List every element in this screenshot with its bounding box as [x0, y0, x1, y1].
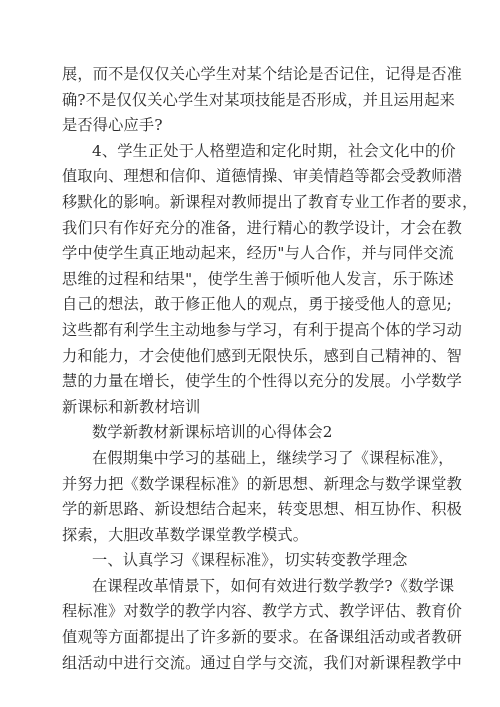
paragraph-start-line: 在课程改革情景下，如何有效进行数学教学?《数学课	[92, 576, 455, 595]
text-line: 慧的力量在增长，使学生的个性得以充分的发展。小学数学	[62, 372, 463, 391]
paragraph-start-line: 4、学生正处于人格塑造和定化时期，社会文化中的价	[92, 141, 456, 160]
text-line: 组活动中进行交流。通过自学与交流，我们对新课程教学中	[62, 653, 463, 672]
text-line: 自己的想法，敢于修正他人的观点，勇于接受他人的意见;	[62, 295, 453, 314]
text-line: 学的新思路、新设想结合起来，转变思想、相互协作、积极	[62, 500, 463, 519]
text-line: 我们只有作好充分的准备，进行精心的教学设计，才会在教	[62, 218, 463, 237]
text-line: 程标准》对数学的教学内容、教学方式、教学评估、教育价	[62, 602, 463, 621]
text-line: 这些都有利学生主动地参与学习，有利于提高个体的学习动	[62, 320, 463, 339]
text-line: 值取向、理想和信仰、道德情操、审美情趋等都会受教师潜	[62, 167, 463, 186]
text-line: 是否得心应手?	[62, 116, 163, 135]
text-line: 探索，大胆改革数学课堂教学模式。	[62, 525, 309, 544]
paragraph-start-line: 在假期集中学习的基础上，继续学习了《课程标准》，	[92, 448, 454, 467]
text-line: 值观等方面都提出了许多新的要求。在备课组活动或者教研	[62, 628, 463, 647]
text-line: 并努力把《数学课程标准》的新思想、新理念与数学课堂教	[62, 474, 463, 493]
text-line: 确?不是仅仅关心学生对某项技能是否形成，并且运用起来	[62, 90, 456, 109]
section-title: 数学新教材新课标培训的心得体会2	[92, 423, 333, 442]
text-line: 展，而不是仅仅关心学生对某个结论是否记住，记得是否准	[62, 65, 463, 83]
text-line: 学中使学生真正地动起来，经历"与人合作，并与同伴交流	[62, 244, 454, 263]
text-line: 思维的过程和结果"，使学生善于倾听他人发言，乐于陈述	[62, 269, 454, 288]
document-body	[62, 62, 478, 676]
text-line: 力和能力，才会使他们感到无限快乐，感到自己精神的、智	[62, 346, 463, 365]
subsection-heading: 一、认真学习《课程标准》，切实转变教学理念	[92, 551, 408, 570]
text-line: 移默化的影响。新课程对教师提出了教育专业工作者的要求，	[62, 192, 478, 211]
text-line: 新课标和新教材培训	[62, 397, 201, 416]
